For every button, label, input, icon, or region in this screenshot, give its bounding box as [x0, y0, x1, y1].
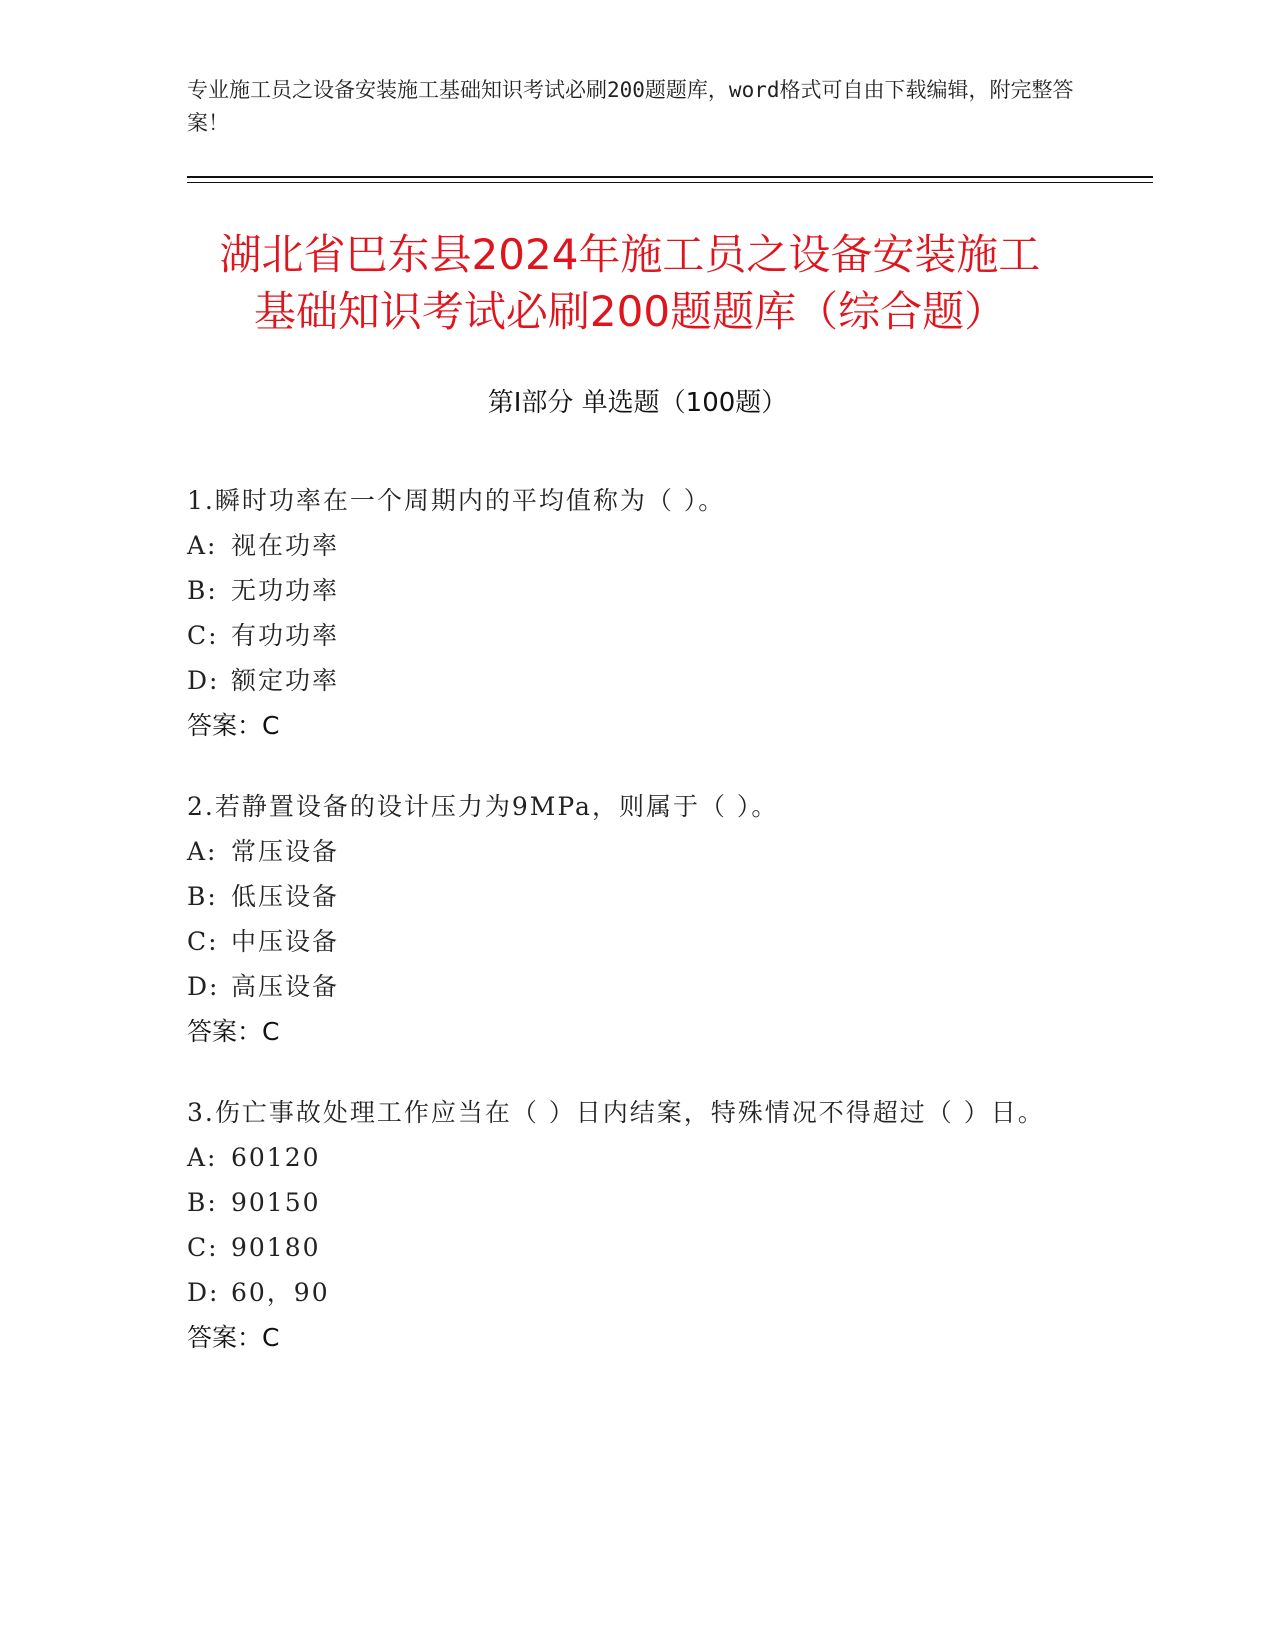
- question-option: [187, 964, 1067, 1009]
- question-option: [187, 874, 1067, 919]
- option-text: 60120: [231, 1143, 321, 1172]
- question-option: [187, 1180, 1067, 1225]
- option-text: 中压设备: [231, 927, 340, 956]
- question-answer: 答案：C: [187, 1017, 280, 1046]
- question-list: [187, 478, 1067, 1396]
- document-title-line-2: 基础知识考试必刷200题题库（综合题）: [253, 287, 1007, 336]
- option-key: B:: [187, 882, 218, 911]
- header-rule-thin: [187, 182, 1153, 183]
- option-key: C:: [187, 927, 219, 956]
- question-option: [187, 829, 1067, 874]
- question-option: [187, 1270, 1067, 1315]
- option-key: D:: [187, 1278, 220, 1307]
- question-answer: 答案：C: [187, 1323, 280, 1352]
- option-key: C:: [187, 1233, 219, 1262]
- question-stem: 1.瞬时功率在一个周期内的平均值称为（ ）。: [187, 486, 726, 515]
- option-key: A:: [187, 1143, 218, 1172]
- option-key: B:: [187, 1188, 218, 1217]
- option-text: 额定功率: [231, 666, 340, 695]
- option-key: C:: [187, 621, 219, 650]
- question-option: [187, 568, 1067, 613]
- question-option: [187, 658, 1067, 703]
- question-stem: 2.若静置设备的设计压力为9MPa，则属于（ ）。: [187, 792, 779, 821]
- question-item: [187, 478, 1067, 748]
- option-text: 60，90: [231, 1278, 330, 1307]
- question-item: [187, 1090, 1067, 1360]
- question-option: [187, 919, 1067, 964]
- option-text: 90180: [231, 1233, 321, 1262]
- header-note: 专业施工员之设备安装施工基础知识考试必刷200题题库，word格式可自由下载编辑，附完整答案！: [187, 78, 1074, 135]
- option-text: 无功功率: [231, 576, 340, 605]
- option-key: D:: [187, 666, 220, 695]
- section-heading: 第Ⅰ部分 单选题（100题）: [487, 388, 788, 418]
- option-key: B:: [187, 576, 218, 605]
- option-text: 90150: [231, 1188, 321, 1217]
- option-text: 视在功率: [231, 531, 340, 560]
- question-answer: 答案：C: [187, 711, 280, 740]
- option-text: 常压设备: [231, 837, 340, 866]
- option-key: D:: [187, 972, 220, 1001]
- question-option: [187, 613, 1067, 658]
- question-item: [187, 784, 1067, 1054]
- question-stem: 3.伤亡事故处理工作应当在（ ）日内结案，特殊情况不得超过（ ）日。: [187, 1098, 1045, 1127]
- question-option: [187, 1135, 1067, 1180]
- header-rule-thick: [187, 176, 1153, 178]
- question-option: [187, 523, 1067, 568]
- document-title: [150, 226, 1110, 340]
- document-title-line-1: 湖北省巴东县2024年施工员之设备安装施工: [219, 230, 1041, 279]
- option-key: A:: [187, 531, 218, 560]
- option-text: 高压设备: [231, 972, 340, 1001]
- option-text: 有功功率: [231, 621, 340, 650]
- option-text: 低压设备: [231, 882, 340, 911]
- question-option: [187, 1225, 1067, 1270]
- option-key: A:: [187, 837, 218, 866]
